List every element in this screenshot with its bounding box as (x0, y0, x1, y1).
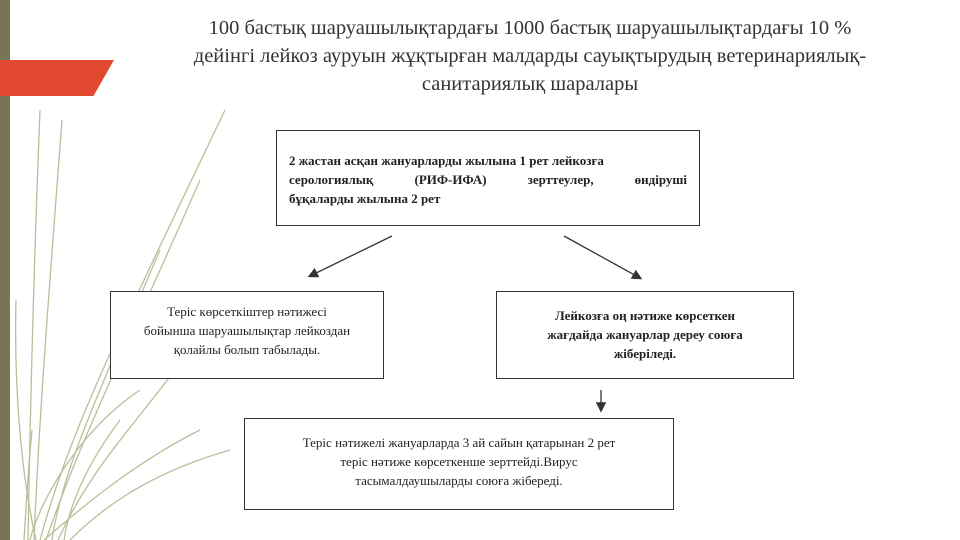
left-box-line-3: қолайлы болып табылады. (173, 342, 321, 357)
top-box-line-1: 2 жастан асқан жануарларды жылына 1 рет лейкозға (289, 153, 604, 168)
title-line-2: дейінгі лейкоз ауруын жұқтырған малдарды сауықтырудың ветеринариялық- (193, 45, 867, 67)
bottom-box-retesting (244, 418, 674, 510)
bottom-box-line-2: теріс нәтиже көрсеткенше зерттейді.Вирус (340, 454, 578, 469)
top-box-line-2: серологиялық (РИФ-ИФА) зерттеулер, өндіруші (289, 172, 687, 187)
left-box-negative-results (110, 291, 384, 379)
right-box-line-2: жағдайда жануарлар дереу союға (547, 327, 743, 342)
left-box-line-2: бойынша шаруашылықтар лейкоздан (143, 323, 351, 338)
right-box-positive-results (496, 291, 794, 379)
right-box-line-3: жіберіледі. (613, 346, 677, 361)
bottom-box-line-3: тасымалдаушыларды союға жібереді. (355, 473, 563, 488)
bottom-box-line-1: Теріс нәтижелі жануарларда 3 ай сайын қатарынан 2 рет (302, 435, 616, 450)
arrow-to-left-box (310, 236, 392, 276)
right-box-line-1: Лейкозға оң нәтиже көрсеткен (555, 308, 735, 323)
title-line-1: 100 бастық шаруашылықтардағы 1000 бастық шаруашылықтардағы 10 % (208, 17, 852, 39)
arrow-to-right-box (564, 236, 640, 278)
top-box-line-3: бұқаларды жылына 2 рет (289, 191, 441, 206)
title-line-3: санитариялық шаралары (421, 73, 639, 95)
left-box-line-1: Теріс көрсеткіштер нәтижесі (167, 304, 327, 319)
